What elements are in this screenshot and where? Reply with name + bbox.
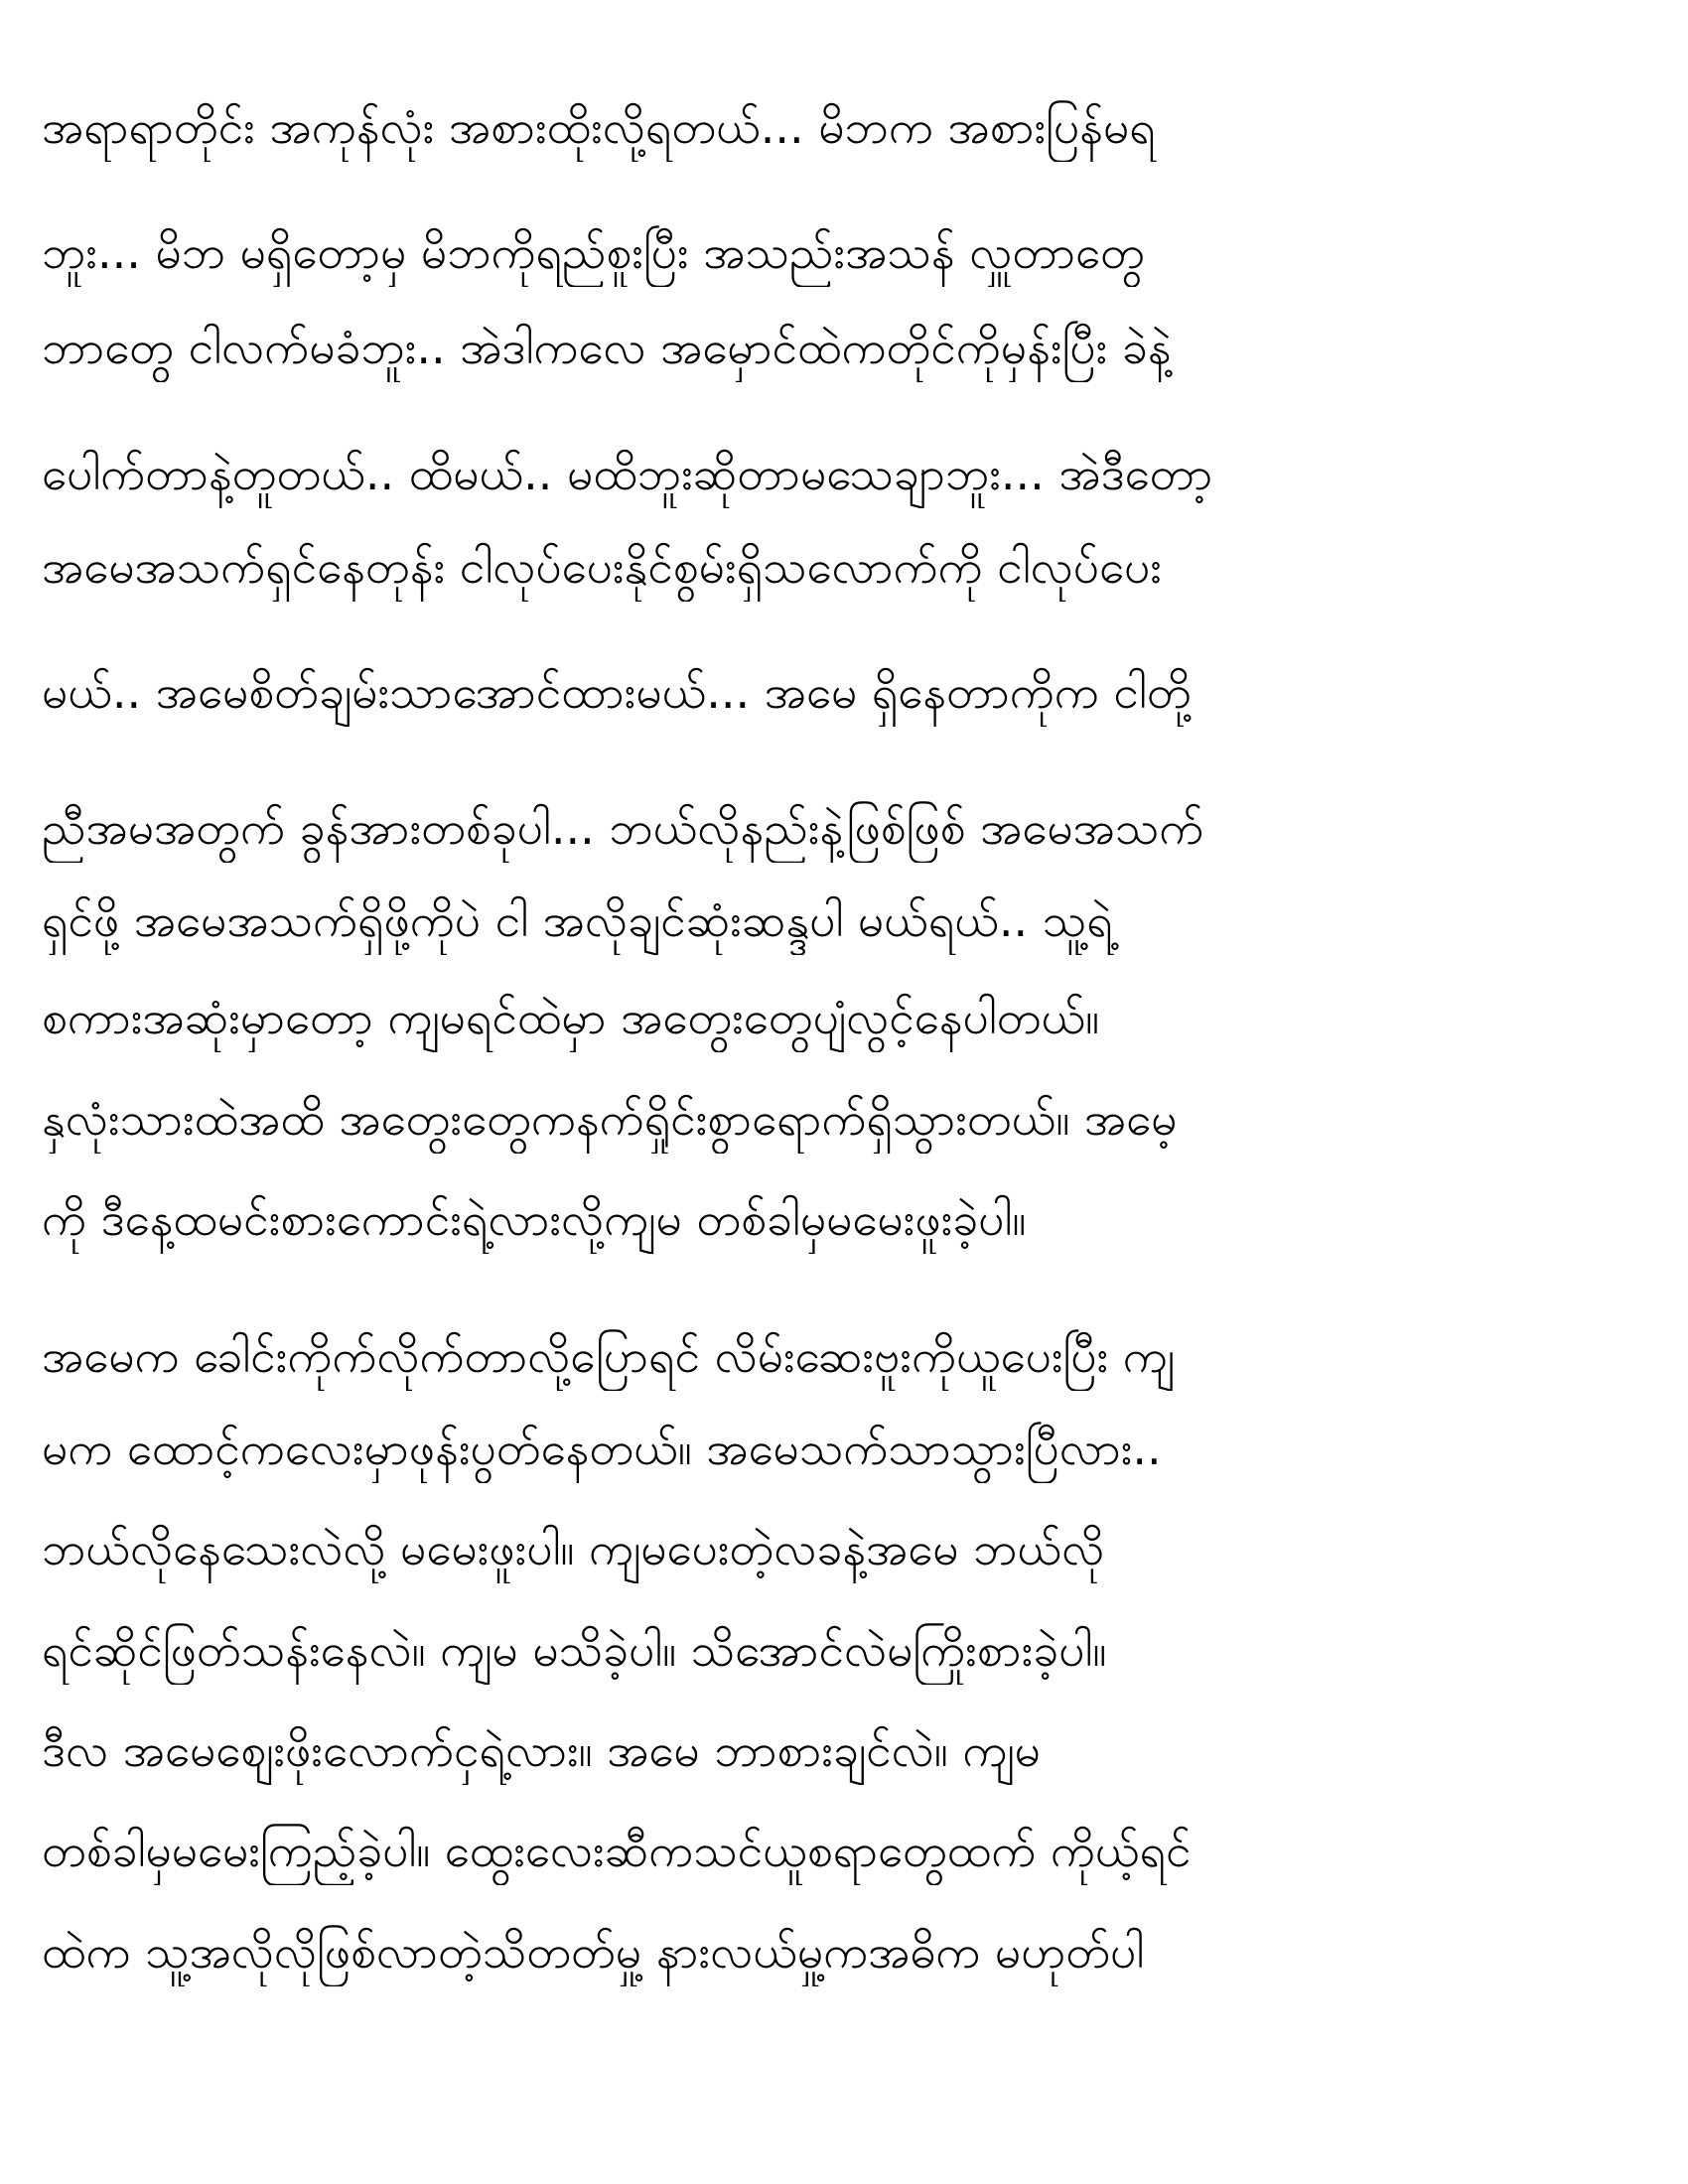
text-line: အရာရာတိုင်း အကုန်လုံး အစားထိုးလို့ရတယ်... မိဘက အစားပြန်မရ — [42, 100, 1156, 154]
text-line: ညီအမအတွက် ခွန်အားတစ်ခုပါ... ဘယ်လိုနည်းနဲ့ဖြစ်ဖြစ် အမေအသက် — [42, 801, 1204, 855]
text-line: ဘယ်လိုနေသေးလဲလို့ မမေးဖူးပါ။ ကျမပေးတဲ့လခနဲ့အမေ ဘယ်လို — [42, 1522, 1105, 1575]
text-line: ပေါက်တာနဲ့တူတယ်.. ထိမယ်.. မထိဘူးဆိုတာမသေချာဘူး... အဲဒီတော့ — [42, 447, 1213, 500]
text-line: အမေအသက်ရှင်နေတုန်း ငါလုပ်ပေးနိုင်စွမ်းရှိသလောက်ကို ငါလုပ်ပေး — [42, 540, 1162, 594]
text-line: မက ထောင့်ကလေးမှာဖုန်းပွတ်နေတယ်။ အမေသက်သာသွားပြီလား.. — [42, 1422, 1162, 1475]
text-line: ဘူး... မိဘ မရှိတော့မှ မိဘကိုရည်စူးပြီး အသည်းအသန် လှူတာတွေ — [42, 225, 1145, 279]
text-line: ရင်ဆိုင်ဖြတ်သန်းနေလဲ။ ကျမ မသိခဲ့ပါ။ သိအောင်လဲမကြိုးစားခဲ့ပါ။ — [42, 1623, 1107, 1677]
text-line: နှလုံးသားထဲအထိ အတွေးတွေကနက်ရှိုင်းစွာရောက်ရှိသွားတယ်။ အမေ့ — [42, 1092, 1178, 1146]
text-line: မယ်.. အမေစိတ်ချမ်းသာအောင်ထားမယ်... အမေ ရှိနေတာကိုက ငါတို့ — [42, 665, 1192, 719]
text-line: ကို ဒီနေ့ထမင်းစားကောင်းရဲ့လားလို့ကျမ တစ်ခါမှမမေးဖူးခဲ့ပါ။ — [42, 1192, 1027, 1246]
text-line: တစ်ခါမှမမေးကြည့်ခဲ့ပါ။ ထွေးလေးဆီကသင်ယူစရာတွေထက် ကိုယ့်ရင် — [42, 1824, 1192, 1877]
text-line: အမေက ခေါင်းကိုက်လိုက်တာလို့ပြောရင် လိမ်းဆေးဗူးကိုယူပေးပြီး ကျ — [42, 1329, 1176, 1383]
text-line: ဘာတွေ ငါလက်မခံဘူး.. အဲဒါကလေ အမှောင်ထဲကတိုင်ကိုမှန်းပြီး ခဲနဲ့ — [42, 321, 1172, 374]
text-line: စကားအဆုံးမှာတော့ ကျမရင်ထဲမှာ အတွေးတွေပျံလွင့်နေပါတယ်။ — [42, 991, 1100, 1044]
text-line: ဒီလ အမေစျေးဖိုးလောက်ငှရဲ့လား။ အမေ ဘာစားချင်လဲ။ ကျမ — [42, 1723, 1041, 1777]
text-line: ရှင်ဖို့ အမေအသက်ရှိဖို့ကိုပဲ ငါ အလိုချင်ဆုံးဆန္ဒပါ မယ်ရယ်.. သူ့ရဲ့ — [42, 893, 1113, 947]
text-line: ထဲက သူ့အလိုလိုဖြစ်လာတဲ့သိတတ်မှု့ နားလယ်မှု့ကအဓိက မဟုတ်ပါ — [42, 1925, 1145, 1979]
